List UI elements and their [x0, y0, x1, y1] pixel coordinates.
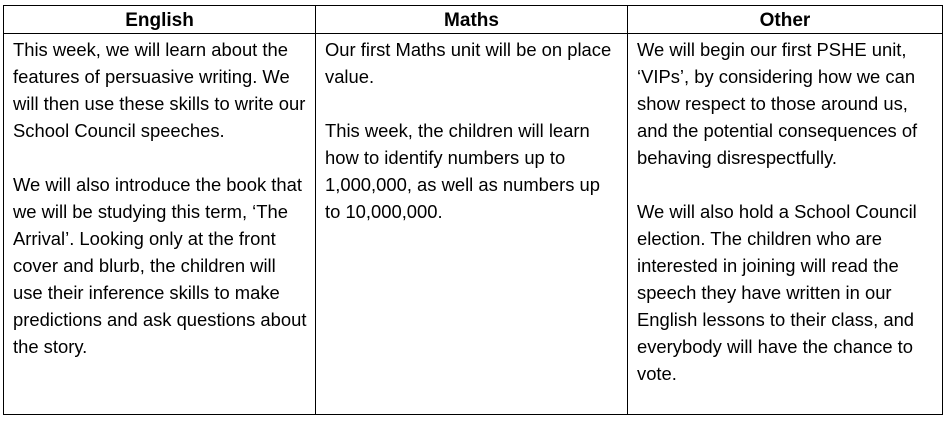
maths-paragraph-2: This week, the children will learn how to identify numbers up to 1,000,000, as well as numbers up to 10,000,000.	[325, 120, 601, 222]
header-english: English	[4, 6, 316, 34]
english-cell	[4, 34, 316, 415]
paragraph-gap	[13, 144, 307, 171]
paragraph-gap	[637, 171, 934, 198]
english-paragraph-1: This week, we will learn about the features of persuasive writing. We will then use these skills to write our School Council speeches.	[13, 39, 306, 141]
content-row	[4, 34, 943, 415]
other-cell	[628, 34, 943, 415]
maths-paragraph-1: Our first Maths unit will be on place value.	[325, 39, 612, 87]
header-maths: Maths	[316, 6, 628, 34]
other-paragraph-2: We will also hold a School Council election. The children who are interested in joining will read the speech they have written in our English lessons to their class, and everybody will have the chance to vote.	[637, 201, 917, 384]
other-paragraph-1: We will begin our first PSHE unit, ‘VIPs’, by considering how we can show respect to those around us, and the potential consequences of behaving disrespectfully.	[637, 39, 918, 168]
header-row	[4, 6, 943, 34]
english-paragraph-2: We will also introduce the book that we will be studying this term, ‘The Arrival’. Looking only at the front cover and blurb, the children will use their inference skills to make predictions and ask questions about the story.	[13, 174, 307, 357]
weekly-plan-table	[3, 5, 943, 415]
maths-cell	[316, 34, 628, 415]
header-other: Other	[628, 6, 943, 34]
paragraph-gap	[325, 90, 619, 117]
